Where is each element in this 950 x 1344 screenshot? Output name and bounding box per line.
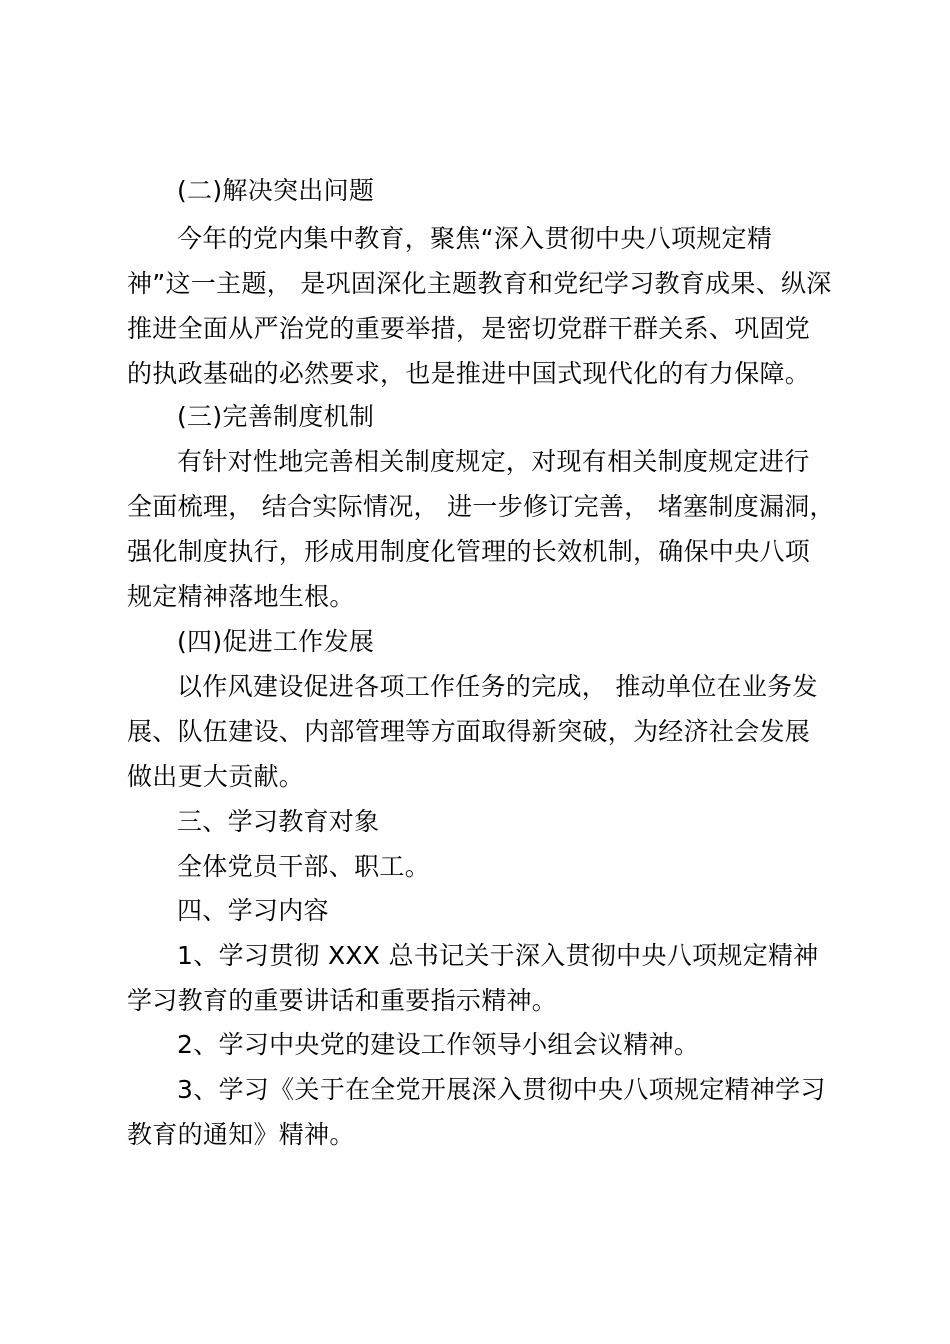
section-heading-2: (二)解决突出问题: [177, 176, 375, 205]
paragraph-line: 做出更大贡献。: [127, 762, 305, 791]
paragraph-line: 推进全面从严治党的重要举措，是密切党群干群关系、巩固党: [127, 314, 811, 343]
list-item-3-continued: 教育的通知》精神。: [127, 1120, 355, 1149]
section-heading-three: 三、学习教育对象: [177, 807, 380, 836]
paragraph-line: 的执政基础的必然要求，也是推进中国式现代化的有力保障。: [127, 359, 811, 388]
list-item-3: 3、学习《关于在全党开展深入贯彻中央八项规定精神学习: [177, 1075, 826, 1104]
paragraph-line: 以作风建设促进各项工作任务的完成， 推动单位在业务发: [177, 672, 818, 701]
paragraph-line: 今年的党内集中教育，聚焦“深入贯彻中央八项规定精: [177, 224, 773, 253]
paragraph-line: 有针对性地完善相关制度规定，对现有相关制度规定进行: [177, 447, 810, 476]
paragraph-line: 全面梳理， 结合实际情况， 进一步修订完善， 堵塞制度漏洞，: [127, 492, 835, 521]
paragraph-line: 展、队伍建设、内部管理等方面取得新突破，为经济社会发展: [127, 717, 811, 746]
list-item-1: 1、学习贯彻 XXX 总书记关于深入贯彻中央八项规定精神: [177, 941, 819, 970]
list-item-1-continued: 学习教育的重要讲话和重要指示精神。: [127, 986, 558, 1015]
section-heading-4: (四)促进工作发展: [177, 627, 375, 656]
paragraph-line: 神”这一主题， 是巩固深化主题教育和党纪学习教育成果、纵深: [127, 269, 832, 298]
paragraph-line: 强化制度执行，形成用制度化管理的长效机制，确保中央八项: [127, 537, 811, 566]
paragraph-line: 规定精神落地生根。: [127, 582, 355, 611]
section-heading-four: 四、学习内容: [177, 896, 329, 925]
paragraph-line: 全体党员干部、职工。: [177, 852, 431, 881]
list-item-2: 2、学习中央党的建设工作领导小组会议精神。: [177, 1030, 700, 1059]
section-heading-3: (三)完善制度机制: [177, 402, 375, 431]
